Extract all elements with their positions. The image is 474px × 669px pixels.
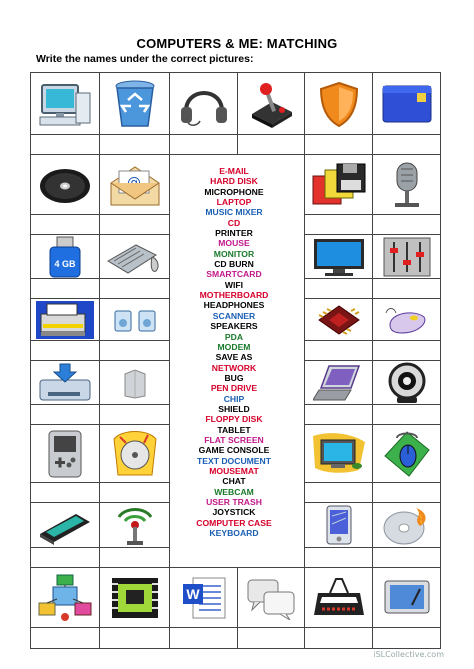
word-bank-item: FLOPPY DISK bbox=[205, 414, 263, 425]
mousemat-icon bbox=[373, 425, 440, 482]
word-bank-item: MOUSE bbox=[218, 238, 250, 249]
word-bank-item: MODEM bbox=[217, 341, 251, 352]
svg-text:W: W bbox=[185, 585, 200, 602]
word-bank-item: MUSIC MIXER bbox=[205, 207, 263, 218]
word-bank-item: TEXT DOCUMENT bbox=[197, 455, 271, 466]
cd-burn-icon bbox=[100, 425, 169, 482]
tablet-icon bbox=[373, 568, 440, 627]
word-bank-item: GAME CONSOLE bbox=[198, 445, 270, 456]
word-bank-item: FLAT SCREEN bbox=[204, 434, 264, 445]
music-mixer-icon bbox=[373, 235, 440, 278]
monitor-bug-icon bbox=[305, 425, 372, 482]
word-bank-item: PRINTER bbox=[215, 228, 253, 239]
microphone-icon bbox=[373, 155, 440, 214]
smartcard-icon bbox=[373, 73, 440, 134]
word-bank-item: MONITOR bbox=[213, 248, 255, 259]
printer-icon bbox=[31, 299, 99, 340]
flat-screen-icon bbox=[305, 235, 372, 278]
word-bank-item: SPEAKERS bbox=[210, 321, 258, 332]
word-bank-item: CD BURN bbox=[214, 259, 254, 270]
word-bank-item: PDA bbox=[224, 331, 244, 342]
instruction-text: Write the names under the correct pictures: bbox=[36, 53, 254, 65]
word-bank-item: HARD DISK bbox=[210, 176, 258, 187]
motherboard-icon bbox=[100, 568, 169, 627]
pda-icon bbox=[305, 503, 372, 547]
word-bank-item: HEADPHONES bbox=[203, 300, 265, 311]
page-title: COMPUTERS & ME: MATCHING bbox=[136, 36, 338, 51]
word-bank-item: SHIELD bbox=[218, 403, 250, 414]
word-bank-item: PEN DRIVE bbox=[210, 383, 258, 394]
word-bank-item: E-MAIL bbox=[219, 166, 249, 176]
word-bank-item: MOTHERBOARD bbox=[199, 290, 269, 301]
cd-icon bbox=[31, 155, 99, 214]
word-bank-item: LAPTOP bbox=[216, 197, 252, 208]
word-bank bbox=[192, 166, 276, 538]
word-bank-item: MICROPHONE bbox=[204, 186, 264, 197]
trash-icon bbox=[100, 73, 169, 134]
mouse-icon bbox=[373, 299, 440, 340]
email-icon bbox=[100, 155, 169, 214]
floppy-disk-icon bbox=[305, 155, 372, 214]
save-as-icon bbox=[31, 361, 99, 404]
word-bank-item: USER TRASH bbox=[206, 497, 262, 507]
speakers-icon bbox=[100, 299, 169, 340]
scanner-icon bbox=[31, 503, 99, 547]
cd-burn-icon-2 bbox=[373, 503, 440, 547]
wifi-icon bbox=[100, 503, 169, 547]
headphones-icon bbox=[170, 73, 237, 134]
word-bank-item: NETWORK bbox=[211, 362, 257, 373]
watermark: iSLCollective.com bbox=[373, 650, 444, 659]
word-bank-item: BUG bbox=[224, 372, 244, 383]
network-icon bbox=[31, 568, 99, 627]
word-bank-item: JOYSTICK bbox=[212, 507, 256, 518]
word-bank-item: SCANNER bbox=[212, 310, 256, 321]
word-bank-item: CHAT bbox=[222, 476, 246, 487]
shield-icon bbox=[305, 73, 372, 134]
chip-icon bbox=[305, 299, 372, 340]
word-bank-item: MOUSEMAT bbox=[209, 465, 259, 476]
word-bank-item: TABLET bbox=[217, 424, 251, 435]
webcam-icon bbox=[373, 361, 440, 404]
word-bank-item: CHIP bbox=[223, 393, 245, 404]
word-bank-item: COMPUTER CASE bbox=[196, 517, 272, 528]
word-bank-item: WIFI bbox=[224, 279, 244, 290]
svg-text:4 GB: 4 GB bbox=[54, 258, 76, 269]
laptop-icon bbox=[305, 361, 372, 404]
word-bank-item: SAVE AS bbox=[215, 352, 253, 363]
word-bank-item: SMARTCARD bbox=[206, 269, 262, 280]
game-console-icon bbox=[31, 425, 99, 482]
text-document-icon bbox=[170, 568, 237, 627]
word-bank-item: KEYBOARD bbox=[209, 528, 259, 539]
word-bank-item: WEBCAM bbox=[214, 486, 254, 497]
modem-icon bbox=[305, 568, 372, 627]
keyboard-icon bbox=[100, 235, 169, 278]
word-bank-item: CD bbox=[227, 217, 241, 228]
chat-icon bbox=[238, 568, 304, 627]
computer-icon bbox=[31, 73, 99, 134]
computer-case-icon bbox=[100, 361, 169, 404]
joystick-icon bbox=[238, 73, 304, 134]
pen-drive-icon bbox=[31, 235, 99, 278]
